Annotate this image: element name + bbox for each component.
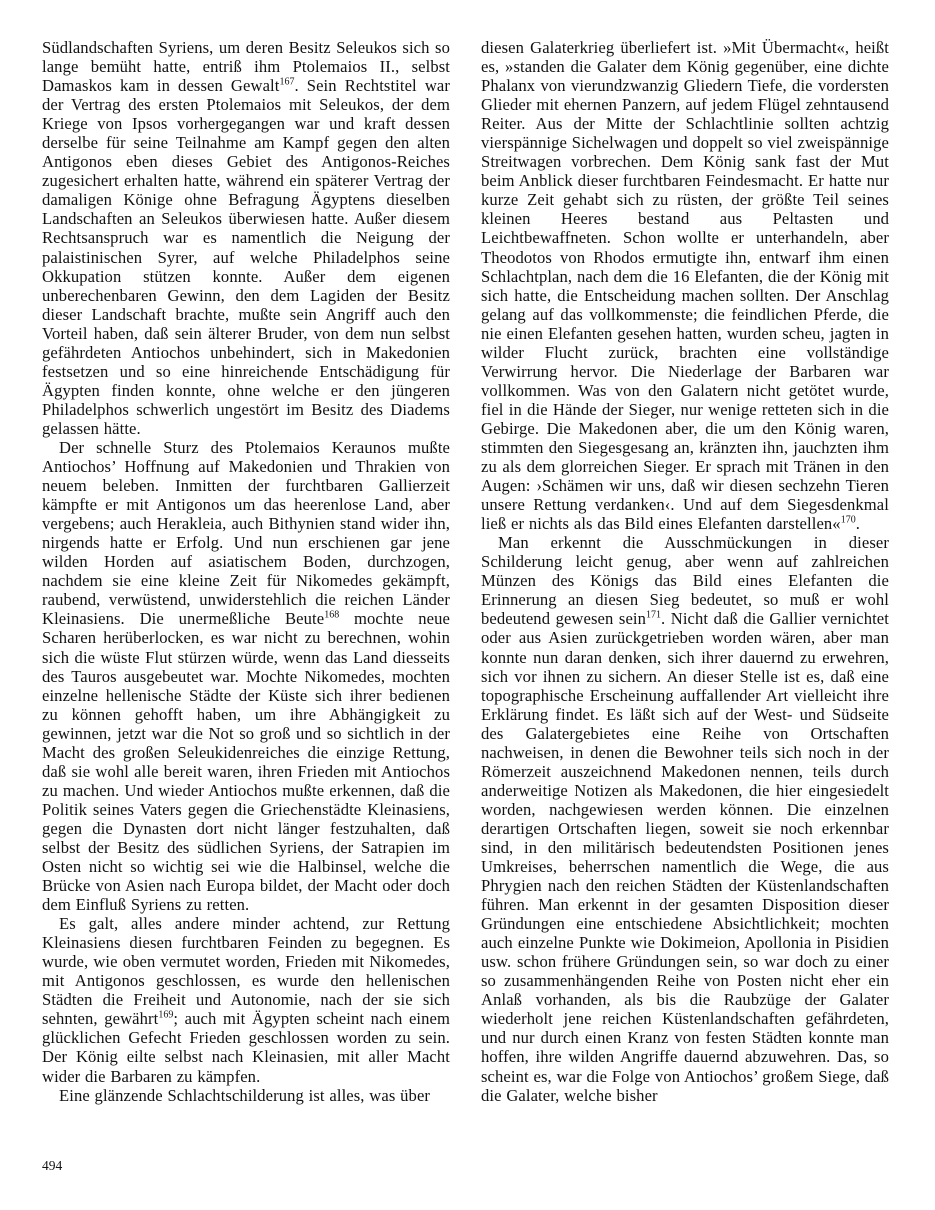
text-column-right [481, 38, 889, 1105]
text-column-left [42, 38, 450, 1105]
footnote-reference: 169 [158, 1009, 174, 1021]
paragraph: Südlandschaften Syriens, um deren Besitz Seleukos sich so lange bemüht hatte, entriß ihm Ptolemaios II., selbst Damaskos kam in dessen Gewalt$^{167}$. Sein Rechtstitel war der Vertrag des ersten Ptolemaios mit Seleukos, der dem Kriege von Ipsos vorhergegangen war und kraft dessen derselbe für seine Teilnahme am Kampf gegen den alten Antigonos eben dieses Gebiet des Antigonos-Reiches zugesichert erhalten hatte, während ein späterer Vertrag der damaligen Könige ohne Befragung Ägyptens dieselben Landschaften an Seleukos überwiesen hatte. Außer diesem Rechtsanspruch war es namentlich die Neigung der palaistinischen Syrer, auf welche Philadelphos seine Okkupation stützen konnte. Außer dem eigenen unberechenbaren Gewinn, den dem Lagiden der Besitz dieser Landschaft brachte, mußte sein Angriff auch den Vorteil haben, daß sein älterer Bruder, von dem nun selbst gefährdeten Antiochos unbehindert, sich in Makedonien festsetzen und so eine hinreichende Entschädigung für Ägypten finden konnte, ohne welche er den jüngeren Philadelphos schwerlich ungestört im Besitz des Diadems gelassen hätte. [42, 38, 450, 438]
paragraph: diesen Galaterkrieg überliefert ist. »Mit Übermacht«, heißt es, »standen die Galater dem König gegenüber, eine dichte Phalanx von vierundzwanzig Gliedern Tiefe, die vordersten Glieder mit ehernen Panzern, auf jedem Flügel zehntausend Reiter. Aus der Mitte der Schlachtlinie sollten achtzig vierspännige Sichelwagen und doppelt so viel zweispännige Streitwagen vorbrechen. Dem König sank fast der Mut beim Anblick dieser furchtbaren Feindesmacht. Er hatte nur kurze Zeit gehabt sich zu rüsten, der größte Teil seines kleinen Heeres bestand aus Peltasten und Leichtbewaffneten. Schon wollte er unterhandeln, aber Theodotos von Rhodos ermutigte ihn, entwarf ihm einen Schlachtplan, nach dem die 16 Elefanten, die der König mit sich hatte, die Entscheidung machen sollten. Der Anschlag gelang auf das vollkommenste; die feindlichen Pferde, die nie einen Elefanten gesehen hatten, wurden scheu, jagten in wilder Flucht zurück, brachten eine vollständige Verwirrung hervor. Die Niederlage der Barbaren war vollkommen. Was von den Galatern nicht getötet wurde, fiel in die Hände der Sieger, nur wenige retteten sich in die Gebirge. Die Makedonen aber, die um den König waren, stimmten den Siegesgesang an, kränzten ihn, jauchzten ihm zu als dem glorreichen Sieger. Er sprach mit Tränen in den Augen: ›Schämen wir uns, daß wir diesen sechzehn Tieren unsere Rettung verdanken‹. Und auf dem Siegesdenkmal ließ er nichts als das Bild eines Elefanten darstellen«$^{170}$. [481, 38, 889, 534]
footnote-reference: 171 [646, 609, 662, 621]
footnote-reference: 168 [324, 609, 340, 621]
two-column-text-block [42, 38, 889, 1105]
footnote-reference: 167 [279, 76, 295, 88]
page-number: 494 [42, 1158, 63, 1173]
paragraph: Eine glänzende Schlachtschilderung ist alles, was über [59, 1085, 431, 1105]
paragraph: Der schnelle Sturz des Ptolemaios Keraunos mußte Antiochos’ Hoffnung auf Makedonien und Thrakien von neuem beleben. Inmitten der furchtbaren Gallierzeit kämpfte er mit Antigonos um das heerenlose Land, aber vergebens; auch Herakleia, auch Bithynien stand wider ihn, nirgends hatte er Erfolg. Und nun erschienen gar jene wilden Horden auf asiatischem Boden, durchzogen, nachdem sie eine kleine Zeit für Nikomedes gekämpft, raubend, verwüstend, unwiderstehlich die reichen Länder Kleinasiens. Die unermeßliche Beute$^{168}$ mochte neue Scharen herüberlocken, es war nicht zu berechnen, wohin sich die wüste Flut stürzen würde, wenn das Land diesseits des Tauros ausgebeutet war. Mochte Nikomedes, mochten einzelne hellenische Städte der Küste sich ihrer bedienen zu können gehofft haben, um ihre Abhängigkeit zu gewinnen, jetzt war die Not so groß und so sichtlich in der Macht des großen Seleukidenreiches die einzige Rettung, daß sie wohl alle bereit waren, ihren Frieden mit Antiochos zu machen. Und wieder Antiochos mußte erkennen, daß die Politik seines Vaters gegen die Griechenstädte Kleinasiens, gegen die Dynasten dort nicht länger festzuhalten, daß selbst der Besitz des südlichen Syriens, der Satrapien im Osten nicht so wichtig sei wie die Halbinsel, welche die Brücke von Asien nach Europa bildet, der Macht oder doch dem Einfluß Syriens zu retten. [42, 437, 450, 915]
paragraph: Man erkennt die Ausschmückungen in dieser Schilderung leicht genug, aber wenn auf zahlreichen Münzen des Königs das Bild eines Elefanten die Erinnerung an diesen Sieg bedeutet, so muß er wohl bedeutend gewesen sein$^{171}$. Nicht daß die Gallier vernichtet oder aus Asien zurückgetrieben worden wären, aber man konnte nun daran denken, sich ihrer dauernd zu erwehren, sich vor ihnen zu sichern. An dieser Stelle ist es, daß eine topographische Erscheinung auffallender Art vielleicht ihre Erklärung findet. Es läßt sich auf der West- und Südseite des Galatergebietes eine Reihe von Ortschaften nachweisen, in denen die Bewohner teils sich noch in der Römerzeit auszeichnend Makedonen nennen, teils durch anderweitige Notizen als Makedonen, die hier eingesiedelt worden, nachgewiesen werden können. Die einzelnen derartigen Ortschaften liegen, soweit sie noch erkennbar sind, in den militärisch bedeutendsten Positionen jenes Umkreises, beherrschen namentlich die Wege, die aus Phrygien nach den reichen Städten der Küstenlandschaften führen. Man erkennt in der gesamten Disposition dieser Gründungen eine entschiedene Absichtlichkeit; mochten auch einzelne Punkte wie Dokimeion, Apollonia in Pisidien usw. schon frühere Gründungen sein, so war doch zu einer so zusammenhängenden Reihe von Posten nicht eher ein Anlaß vorhanden, als bis die Raubzüge der Galater wiederholt jene reichen Küstenlandschaften gefährdeten, und nur durch einen Kranz von festen Städten konnte man hoffen, ihre wilden Angriffe dauernd abzuwehren. Das, so scheint es, war die Folge von Antiochos’ großem Siege, daß die Galater, welche bisher [481, 533, 889, 1105]
paragraph: Es galt, alles andere minder achtend, zur Rettung Kleinasiens diesen furchtbaren Feinden zu begegnen. Es wurde, wie oben vermutet worden, Frieden mit Nikomedes, mit Antigonos geschlossen, es wurde den hellenischen Städten die Freiheit und Autonomie, nach der sie sich sehnten, gewährt$^{169}$; auch mit Ägypten scheint nach einem glücklichen Gefecht Frieden geschlossen worden zu sein. Der König eilte selbst nach Kleinasien, mit aller Macht wider die Barbaren zu kämpfen. [42, 914, 450, 1086]
footnote-reference: 170 [840, 514, 856, 526]
